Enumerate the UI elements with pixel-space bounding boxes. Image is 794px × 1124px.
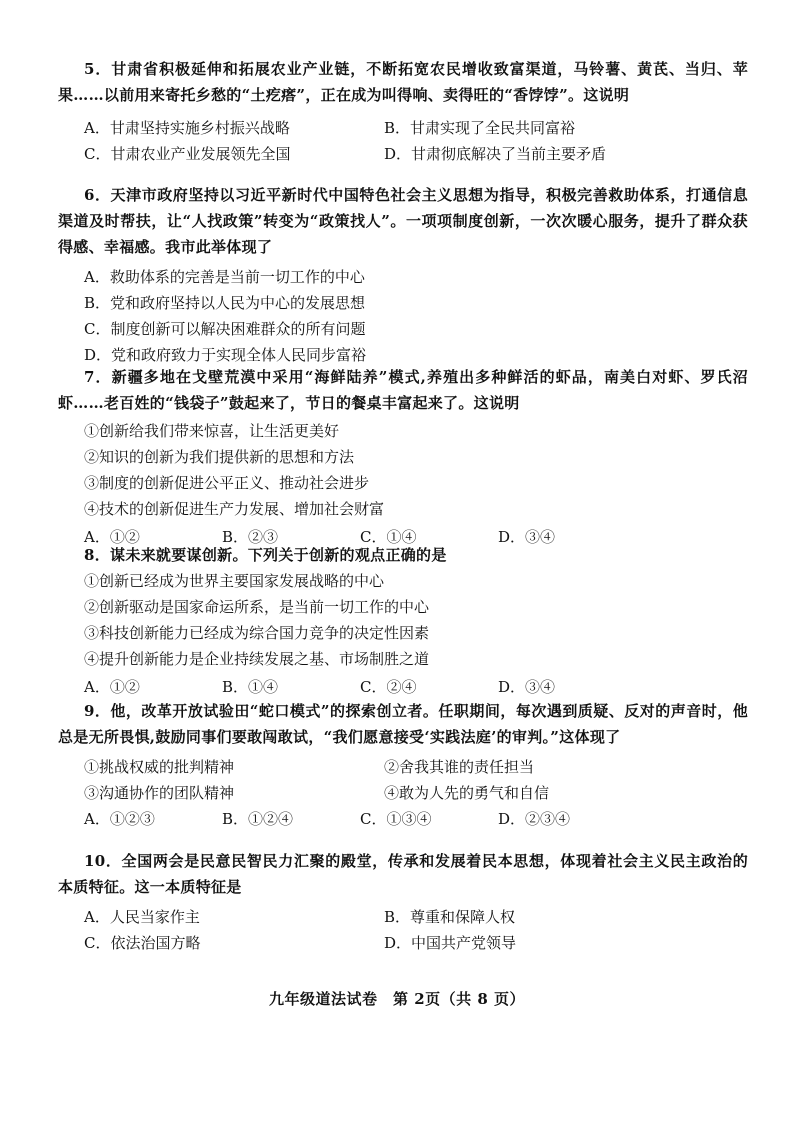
question-8-statement-2: ②创新驱动是国家命运所系，是当前一切工作的中心 [84, 598, 430, 616]
question-9-statement-3: ③沟通协作的团队精神 [84, 784, 235, 802]
question-9-options [84, 806, 748, 832]
question-7-statement-1: ①创新给我们带来惊喜，让生活更美好 [84, 422, 340, 440]
question-8 [58, 542, 748, 700]
question-10-stem: 10．全国两会是民意民智民力汇聚的殿堂，传承和发展着民本思想，体现着社会主义民主政治的本质特征。这一本质特征是 [58, 852, 748, 896]
question-10-option-c[interactable]: C．依法治国方略 [84, 934, 201, 952]
question-10-option-b[interactable]: B．尊重和保障人权 [384, 908, 516, 926]
question-8-option-b[interactable]: B．①④ [222, 678, 279, 696]
question-9-statements [84, 754, 748, 806]
question-10-option-d[interactable]: D．中国共产党领导 [384, 934, 517, 952]
question-8-statements [58, 568, 748, 672]
question-9-option-c[interactable]: C．①③④ [360, 810, 432, 828]
question-5-option-b[interactable]: B．甘肃实现了全民共同富裕 [384, 119, 576, 137]
question-9 [58, 698, 748, 832]
question-8-statement-1: ①创新已经成为世界主要国家发展战略的中心 [84, 572, 385, 590]
question-7-statement-2: ②知识的创新为我们提供新的思想和方法 [84, 448, 355, 466]
question-10-option-a[interactable]: A．人民当家作主 [84, 908, 200, 926]
question-5-stem: 5．甘肃省积极延伸和拓展农业产业链，不断拓宽农民增收致富渠道，马铃薯、黄芪、当归、苹果……以前用来寄托乡愁的“土疙瘩”，正在成为叫得响、卖得旺的“香饽饽”。这说明 [58, 60, 748, 104]
question-7-statement-3: ③制度的创新促进公平正义、推动社会进步 [84, 474, 370, 492]
question-5 [58, 56, 748, 167]
question-9-statement-2: ②舍我其谁的责任担当 [384, 758, 535, 776]
question-8-stem: 8．谋未来就要谋创新。下列关于创新的观点正确的是 [84, 546, 447, 564]
question-5-option-d[interactable]: D．甘肃彻底解决了当前主要矛盾 [384, 145, 607, 163]
question-6-stem: 6．天津市政府坚持以习近平新时代中国特色社会主义思想为指导，积极完善救助体系，打通信息渠道及时帮扶，让“人找政策”转变为“政策找人”。一项项制度创新，一次次暖心服务，提升了群众获得感、幸福感。我市此举体现了 [58, 186, 748, 256]
question-7-option-b[interactable]: B．②③ [222, 528, 279, 546]
question-9-statement-1: ①挑战权威的批判精神 [84, 758, 235, 776]
question-6-option-b[interactable]: B．党和政府坚持以人民为中心的发展思想 [84, 294, 366, 312]
question-7-option-d[interactable]: D．③④ [498, 528, 556, 546]
question-8-options [84, 674, 748, 700]
question-8-option-d[interactable]: D．③④ [498, 678, 556, 696]
question-7-stem: 7．新疆多地在戈壁荒漠中采用“海鲜陆养”模式,养殖出多种鲜活的虾品，南美白对虾、罗氏沼虾……老百姓的“钱袋子”鼓起来了，节日的餐桌丰富起来了。这说明 [58, 368, 748, 412]
question-8-statement-3: ③科技创新能力已经成为综合国力竞争的决定性因素 [84, 624, 430, 642]
question-9-option-b[interactable]: B．①②④ [222, 810, 294, 828]
question-5-option-c[interactable]: C．甘肃农业产业发展领先全国 [84, 145, 291, 163]
question-10 [58, 848, 748, 956]
question-8-option-a[interactable]: A．①② [84, 678, 140, 696]
question-5-option-a[interactable]: A．甘肃坚持实施乡村振兴战略 [84, 119, 290, 137]
question-6 [58, 182, 748, 368]
question-8-option-c[interactable]: C．②④ [360, 678, 417, 696]
question-10-options [84, 904, 748, 956]
question-9-statement-4: ④敢为人先的勇气和自信 [384, 784, 550, 802]
question-7-statement-4: ④技术的创新促进生产力发展、增加社会财富 [84, 500, 385, 518]
question-7-option-c[interactable]: C．①④ [360, 528, 417, 546]
question-9-option-d[interactable]: D．②③④ [498, 810, 571, 828]
question-8-statement-4: ④提升创新能力是企业持续发展之基、市场制胜之道 [84, 650, 430, 668]
question-6-options [58, 264, 748, 368]
question-7-statements [58, 418, 748, 522]
question-9-option-a[interactable]: A．①②③ [84, 810, 155, 828]
question-6-option-c[interactable]: C．制度创新可以解决困难群众的所有问题 [84, 320, 366, 338]
question-6-option-a[interactable]: A．救助体系的完善是当前一切工作的中心 [84, 268, 365, 286]
question-7 [58, 364, 748, 550]
page-footer: 九年级道法试卷 第 2页（共 8 页） [268, 990, 526, 1008]
question-7-option-a[interactable]: A．①② [84, 528, 140, 546]
question-5-options [84, 115, 748, 167]
question-6-option-d[interactable]: D．党和政府致力于实现全体人民同步富裕 [84, 346, 367, 364]
question-9-stem: 9．他，改革开放试验田“蛇口模式”的探索创立者。任职期间，每次遇到质疑、反对的声音时，他总是无所畏惧,鼓励同事们要敢闯敢试，“我们愿意接受‘实践法庭’的审判。”这体现了 [58, 702, 748, 746]
